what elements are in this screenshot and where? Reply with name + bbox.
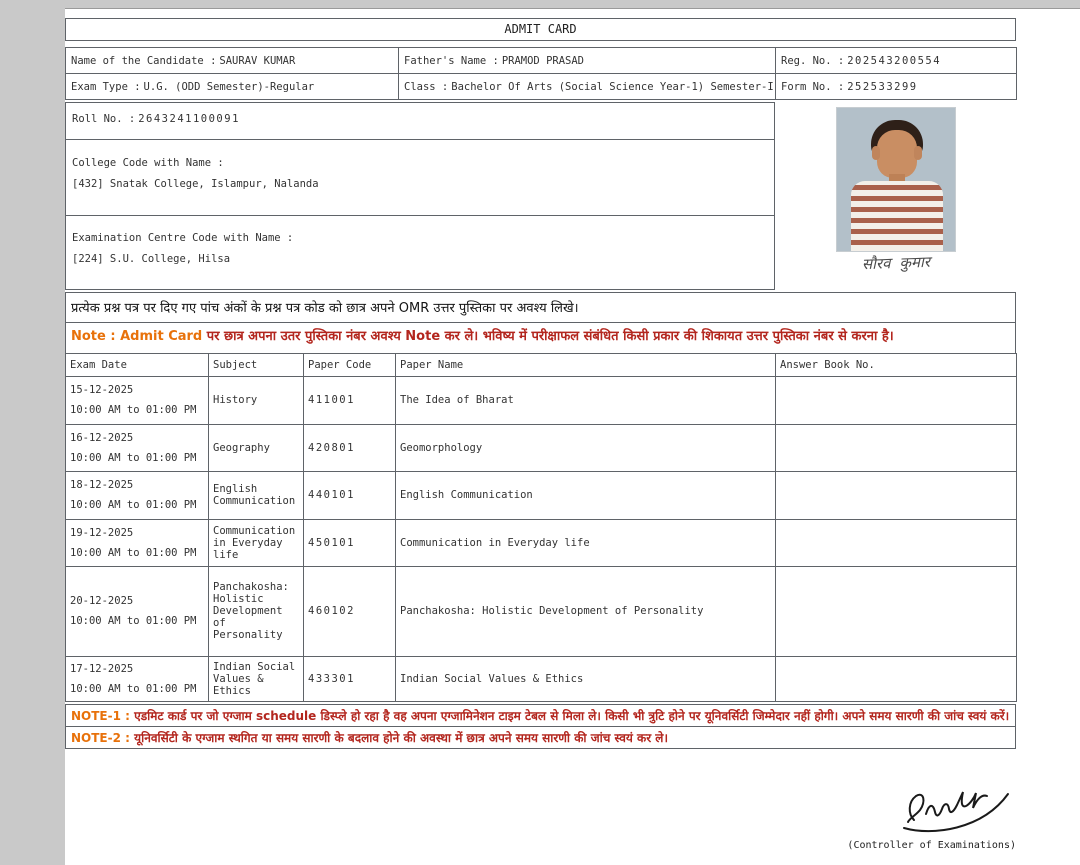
- fathers-name-cell: [399, 48, 776, 74]
- subject-cell: Geography: [209, 424, 304, 471]
- class-cell: [399, 74, 776, 100]
- admit-card-document: [65, 18, 1016, 749]
- paper-name-cell: Geomorphology: [396, 424, 776, 471]
- exam-date: 19-12-2025: [70, 526, 134, 539]
- exam-time: 10:00 AM to 01:00 PM: [70, 546, 197, 559]
- exam-centre-box: [65, 215, 775, 290]
- col-subject: Subject: [209, 353, 304, 376]
- note-2: [65, 726, 1016, 749]
- exam-date-cell: [66, 519, 209, 566]
- fathers-name-label: Father's Name :: [404, 54, 499, 67]
- exam-date-cell: [66, 566, 209, 656]
- exam-time: 10:00 AM to 01:00 PM: [70, 615, 197, 628]
- paper-name-cell: The Idea of Bharat: [396, 376, 776, 424]
- subject-cell: Indian Social Values & Ethics: [209, 656, 304, 701]
- paper-code-cell: 450101: [304, 519, 396, 566]
- col-paper-name: Paper Name: [396, 353, 776, 376]
- answer-book-cell: [776, 656, 1017, 701]
- roll-no-value: 2643241100091: [138, 113, 240, 125]
- exam-date-cell: [66, 376, 209, 424]
- class-label: Class :: [404, 80, 449, 93]
- photo-column: [775, 102, 1016, 290]
- exam-date: 17-12-2025: [70, 662, 134, 675]
- college-info-column: [65, 102, 775, 290]
- answer-book-cell: [776, 519, 1017, 566]
- admit-note: [65, 322, 1016, 354]
- schedule-header-row: [66, 353, 1017, 376]
- exam-schedule-table: [65, 353, 1017, 702]
- document-page: [65, 8, 1080, 865]
- candidate-name-cell: [66, 48, 399, 74]
- note-1-prefix: NOTE-1 :: [71, 708, 135, 723]
- subject-cell: Communication in Everyday life: [209, 519, 304, 566]
- exam-date: 18-12-2025: [70, 479, 134, 492]
- photo-shirt: [851, 181, 943, 251]
- reg-no-value: 202543200554: [847, 54, 942, 67]
- note-1: [65, 704, 1016, 727]
- admit-card-title: ADMIT CARD: [65, 18, 1016, 41]
- exam-time: 10:00 AM to 01:00 PM: [70, 682, 197, 695]
- paper-code-cell: 420801: [304, 424, 396, 471]
- exam-date-cell: [66, 656, 209, 701]
- exam-date: 15-12-2025: [70, 384, 134, 397]
- schedule-row: [66, 519, 1017, 566]
- exam-centre-value: [224] S.U. College, Hilsa: [72, 253, 231, 265]
- exam-date-cell: [66, 424, 209, 471]
- answer-book-cell: [776, 424, 1017, 471]
- reg-no-label: Reg. No. :: [781, 54, 845, 67]
- paper-name-cell: English Communication: [396, 471, 776, 519]
- roll-no-label: Roll No. :: [72, 113, 136, 125]
- candidate-photo: [836, 107, 956, 252]
- form-no-value: 252533299: [847, 80, 918, 93]
- schedule-row: [66, 656, 1017, 701]
- candidate-name-value: SAURAV KUMAR: [219, 54, 296, 67]
- candidate-info-table: [65, 47, 1017, 100]
- controller-signature-icon: [896, 778, 1016, 836]
- candidate-signature: सौरव कुमार: [861, 252, 930, 274]
- answer-book-cell: [776, 471, 1017, 519]
- col-exam-date: Exam Date: [66, 353, 209, 376]
- exam-type-value: U.G. (ODD Semester)-Regular: [143, 80, 315, 93]
- exam-centre-label: Examination Centre Code with Name :: [72, 232, 294, 244]
- mid-section: [65, 102, 1016, 290]
- subject-cell: Panchakosha: Holistic Development of Personality: [209, 566, 304, 656]
- exam-date-cell: [66, 471, 209, 519]
- college-value: [432] Snatak College, Islampur, Nalanda: [72, 178, 319, 190]
- omr-instruction: प्रत्येक प्रश्न पत्र पर दिए गए पांच अंकों के प्रश्न पत्र कोड को छात्र अपने OMR उत्तर पुस्तिका पर अवश्य लिखे।: [65, 292, 1016, 323]
- note-2-prefix: NOTE-2 :: [71, 730, 135, 745]
- admit-note-prefix: Note : Admit Card: [71, 329, 207, 344]
- controller-signature-block: [847, 778, 1016, 851]
- answer-book-cell: [776, 376, 1017, 424]
- answer-book-cell: [776, 566, 1017, 656]
- schedule-row: [66, 566, 1017, 656]
- exam-time: 10:00 AM to 01:00 PM: [70, 404, 197, 417]
- exam-date: 20-12-2025: [70, 595, 134, 608]
- reg-no-cell: [776, 48, 1017, 74]
- schedule-row: [66, 471, 1017, 519]
- form-no-label: Form No. :: [781, 80, 845, 93]
- form-no-cell: [776, 74, 1017, 100]
- paper-name-cell: Panchakosha: Holistic Development of Personality: [396, 566, 776, 656]
- paper-code-cell: 433301: [304, 656, 396, 701]
- exam-date: 16-12-2025: [70, 431, 134, 444]
- exam-type-label: Exam Type :: [71, 80, 141, 93]
- col-paper-code: Paper Code: [304, 353, 396, 376]
- schedule-row: [66, 376, 1017, 424]
- col-answer-book: Answer Book No.: [776, 353, 1017, 376]
- note-1-body: एडमिट कार्ड पर जो एग्जाम schedule डिस्प्ले हो रहा है वह अपना एग्जामिनेशन टाइम टेबल से मिला ले। किसी भी त्रुटि होने पर यूनिवर्सिटी जिम्मेदार नहीं होगी। अपने समय सारणी की जांच स्वयं करें।: [134, 708, 1010, 723]
- controller-label: (Controller of Examinations): [847, 840, 1016, 851]
- paper-code-cell: 411001: [304, 376, 396, 424]
- subject-cell: English Communication: [209, 471, 304, 519]
- paper-code-cell: 440101: [304, 471, 396, 519]
- exam-time: 10:00 AM to 01:00 PM: [70, 499, 197, 512]
- exam-time: 10:00 AM to 01:00 PM: [70, 451, 197, 464]
- schedule-row: [66, 424, 1017, 471]
- admit-note-body: पर छात्र अपना उतर पुस्तिका नंबर अवश्य Note कर ले। भविष्य में परीक्षाफल संबंधित किसी प्रकार की शिकायत उत्तर पुस्तिका नंबर से करना है।: [206, 329, 894, 344]
- college-label: College Code with Name :: [72, 157, 224, 169]
- subject-cell: History: [209, 376, 304, 424]
- exam-type-cell: [66, 74, 399, 100]
- photo-ears: [872, 146, 922, 160]
- paper-name-cell: Communication in Everyday life: [396, 519, 776, 566]
- college-box: [65, 139, 775, 216]
- note-2-body: यूनिवर्सिटी के एग्जाम स्थगित या समय सारणी के बदलाव होने की अवस्था में छात्र अपने समय सारणी की जांच स्वयं कर ले।: [134, 730, 668, 745]
- class-value: Bachelor Of Arts (Social Science Year-1) Semester-I: [451, 80, 774, 93]
- candidate-name-label: Name of the Candidate :: [71, 54, 217, 67]
- paper-name-cell: Indian Social Values & Ethics: [396, 656, 776, 701]
- paper-code-cell: 460102: [304, 566, 396, 656]
- roll-no-box: [65, 102, 775, 140]
- fathers-name-value: PRAMOD PRASAD: [501, 54, 585, 67]
